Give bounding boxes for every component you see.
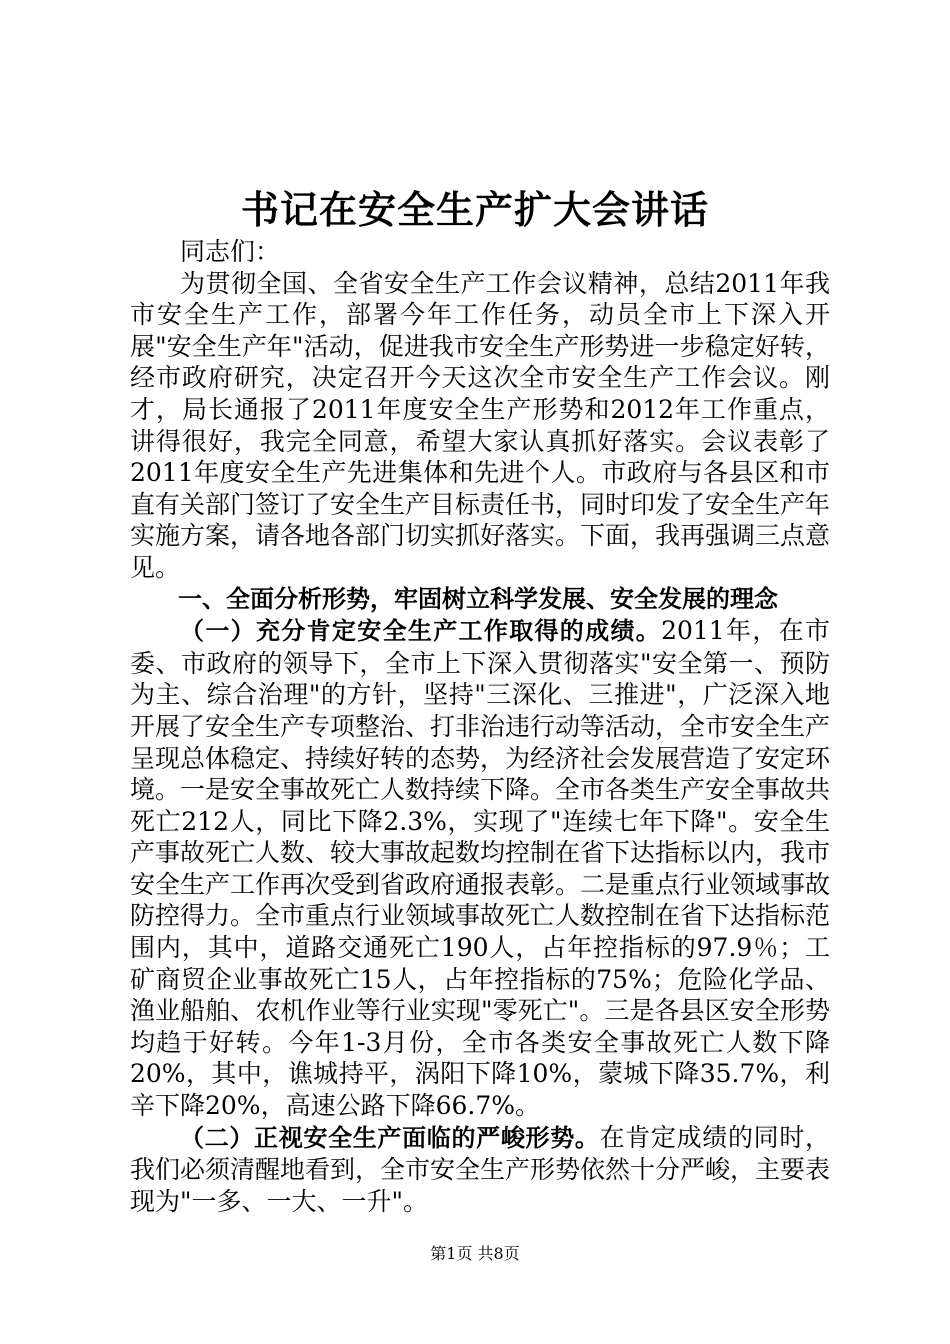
page-number-footer: 第1页 共8页 xyxy=(430,1244,520,1263)
subsection-1-text: 2011年，在市委、市政府的领导下，全市上下深入贯彻落实"安全第一、预防为主、综合治理"的方针，坚持"三深化、三推进"，广泛深入地开展了安全生产专项整治、打非治违行动等活动，全市安全生产呈现总体稳定、持续好转的态势，为经济社会发展营造了安定环境。一是安全事故死亡人数持续下降。全市各类生产安全事故共死亡212人，同比下降2.3%，实现了"连续七年下降"。安全生产事故死亡人数、较大事故起数均控制在省下达指标以内，我市安全生产工作再次受到省政府通报表彰。二是重点行业领域事故防控得力。全市重点行业领域事故死亡人数控制在省下达指标范围内，其中，道路交通死亡190人，占年控指标的97.9％；工矿商贸企业事故死亡15人，占年控指标的75%；危险化学品、渔业船舶、农机作业等行业实现"零死亡"。三是各县区安全形势均趋于好转。今年1-3月份，全市各类安全事故死亡人数下降20%，其中，谯城持平，涡阳下降10%，蒙城下降35.7%，利辛下降20%，高速公路下降66.7%。 xyxy=(130,616,831,1121)
subsection-2-text: 在肯定成绩的同时，我们必须清醒地看到，全市安全生产形势依然十分严峻，主要表现为"一多、一大、一升"。 xyxy=(130,1122,831,1216)
document-title: 书记在安全生产扩大会讲话 xyxy=(240,187,709,232)
paragraph-subsection-2 xyxy=(130,1122,830,1218)
paragraph-subsection-1 xyxy=(130,615,830,1122)
paragraph-intro: 为贯彻全国、全省安全生产工作会议精神，总结2011年我市安全生产工作，部署今年工作任务，动员全市上下深入开展"安全生产年"活动，促进我市安全生产形势进一步稳定好转，经市政府研究，决定召开今天这次全市安全生产工作会议。刚才，局长通报了2011年度安全生产形势和2012年工作重点，讲得很好，我完全同意，希望大家认真抓好落实。会议表彰了2011年度安全生产先进集体和先进个人。市政府与各县区和市直有关部门签订了安全生产目标责任书，同时印发了安全生产年实施方案，请各地各部门切实抓好落实。下面，我再强调三点意见。 xyxy=(130,268,831,582)
section-heading-1: 一、全面分析形势，牢固树立科学发展、安全发展的理念 xyxy=(178,584,778,613)
subsection-2-lead: （二）正视安全生产面临的严峻形势。 xyxy=(180,1123,600,1152)
subsection-1-lead: （一）充分肯定安全生产工作取得的成绩。 xyxy=(180,617,662,646)
document-body xyxy=(130,236,830,1217)
salutation: 同志们： xyxy=(180,237,281,266)
